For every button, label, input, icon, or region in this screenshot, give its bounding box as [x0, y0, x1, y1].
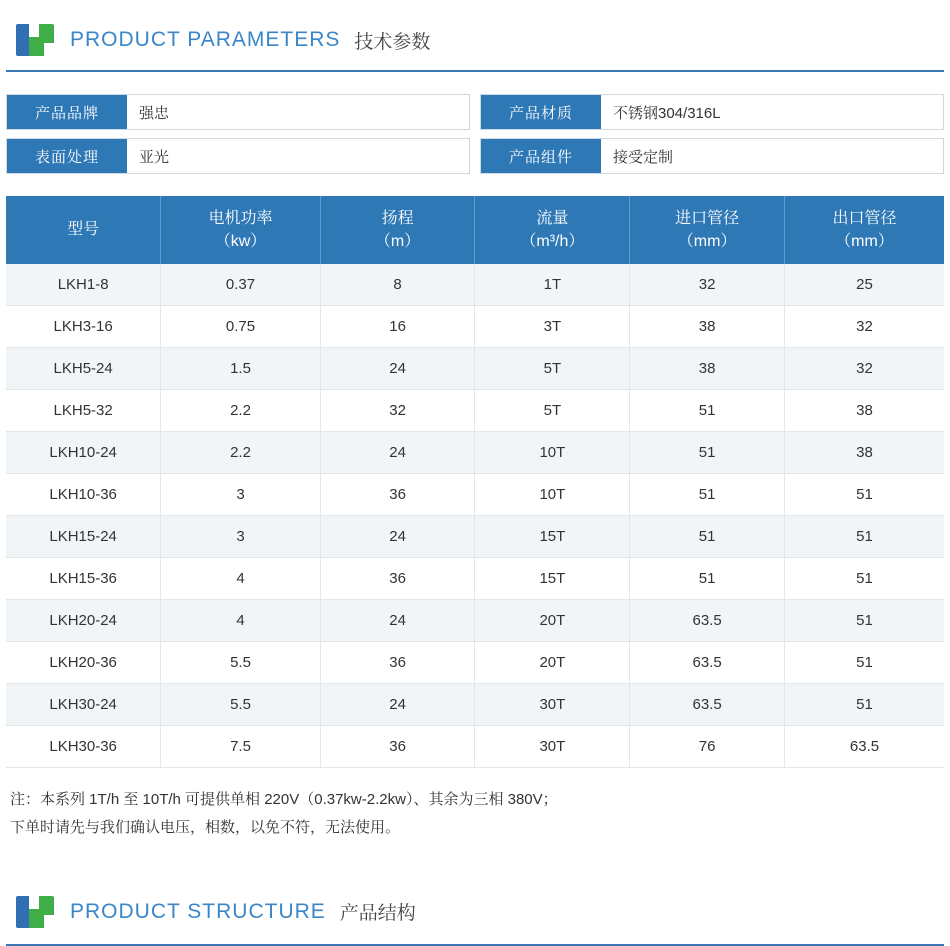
cell-model: LKH10-24: [6, 432, 161, 474]
header-line1: 进口管径: [675, 209, 740, 227]
spec-value: 不锈钢304/316L: [613, 104, 721, 122]
table-cell: 76: [630, 726, 785, 768]
section-title-en: PRODUCT PARAMETERS: [70, 28, 341, 51]
table-header-power: [161, 196, 320, 264]
table-row: [6, 432, 944, 474]
spec-value: 亚光: [139, 148, 170, 166]
table-cell: 1T: [475, 264, 630, 306]
table-cell: 24: [320, 516, 475, 558]
table-cell: 36: [320, 474, 475, 516]
table-cell: 36: [320, 726, 475, 768]
table-cell: 51: [785, 474, 944, 516]
cell-model: LKH1-8: [6, 264, 161, 306]
spec-label: 产品品牌: [7, 95, 127, 129]
spec-value: 强忠: [139, 104, 170, 122]
header-line1: 流量: [536, 209, 569, 227]
footer-title-en: PRODUCT STRUCTURE: [70, 899, 326, 923]
table-cell: 3T: [475, 306, 630, 348]
table-cell: 24: [320, 432, 475, 474]
table-cell: 51: [785, 684, 944, 726]
header-line2: （m³/h）: [520, 233, 585, 250]
table-row: [6, 558, 944, 600]
table-cell: 51: [785, 600, 944, 642]
table-cell: 30T: [475, 684, 630, 726]
header-line2: （kw）: [214, 233, 267, 250]
table-cell: 36: [320, 558, 475, 600]
note-line-2: 下单时请先与我们确认电压，相数，以免不符，无法使用。: [10, 818, 401, 836]
cell-model: LKH15-36: [6, 558, 161, 600]
table-header-outlet: [785, 196, 944, 264]
table-cell: 10T: [475, 432, 630, 474]
table-cell: 5.5: [161, 642, 320, 684]
spec-row: [6, 94, 944, 130]
table-cell: 51: [785, 642, 944, 684]
table-row: [6, 600, 944, 642]
table-row: [6, 348, 944, 390]
section-header-parameters: [6, 0, 944, 72]
footer-title-cn: 产品结构: [339, 903, 416, 924]
spec-row: [6, 138, 944, 174]
table-cell: 0.37: [161, 264, 320, 306]
cell-model: LKH30-36: [6, 726, 161, 768]
note-block: [10, 786, 940, 842]
brand-logo-icon: [16, 22, 56, 58]
table-cell: 51: [630, 390, 785, 432]
table-cell: 24: [320, 600, 475, 642]
table-cell: 32: [785, 306, 944, 348]
table-cell: 10T: [475, 474, 630, 516]
table-cell: 3: [161, 474, 320, 516]
table-cell: 5T: [475, 348, 630, 390]
table-cell: 7.5: [161, 726, 320, 768]
section-header-structure: [6, 884, 944, 946]
table-cell: 2.2: [161, 390, 320, 432]
table-cell: 51: [630, 474, 785, 516]
note-line-1: 注：本系列 1T/h 至 10T/h 可提供单相 220V（0.37kw-2.2kw）、其余为三相 380V；: [10, 791, 558, 808]
table-cell: 63.5: [630, 684, 785, 726]
cell-model: LKH15-24: [6, 516, 161, 558]
table-row: [6, 306, 944, 348]
table-cell: 32: [785, 348, 944, 390]
header-line1: 扬程: [381, 209, 414, 227]
table-header-head: [320, 196, 475, 264]
spec-value: 接受定制: [613, 148, 674, 166]
table-row: [6, 516, 944, 558]
table-cell: 38: [785, 432, 944, 474]
table-cell: 16: [320, 306, 475, 348]
header-line2: （mm）: [677, 233, 737, 250]
table-cell: 30T: [475, 726, 630, 768]
table-cell: 20T: [475, 642, 630, 684]
spec-grid: [6, 94, 944, 174]
table-cell: 38: [630, 348, 785, 390]
section-title-cn: 技术参数: [354, 31, 431, 53]
table-cell: 32: [320, 390, 475, 432]
cell-model: LKH5-32: [6, 390, 161, 432]
parameters-table: [6, 196, 944, 768]
table-cell: 15T: [475, 558, 630, 600]
table-header-model: [6, 196, 161, 264]
table-cell: 25: [785, 264, 944, 306]
table-cell: 32: [630, 264, 785, 306]
table-cell: 0.75: [161, 306, 320, 348]
table-cell: 4: [161, 600, 320, 642]
cell-model: LKH20-36: [6, 642, 161, 684]
table-cell: 1.5: [161, 348, 320, 390]
cell-model: LKH3-16: [6, 306, 161, 348]
table-row: [6, 726, 944, 768]
table-cell: 24: [320, 684, 475, 726]
table-header-row: [6, 196, 944, 264]
spec-label: 产品组件: [481, 139, 601, 173]
brand-logo-icon: [16, 894, 56, 930]
table-cell: 51: [630, 432, 785, 474]
cell-model: LKH20-24: [6, 600, 161, 642]
spec-label: 表面处理: [7, 139, 127, 173]
table-row: [6, 264, 944, 306]
cell-model: LKH5-24: [6, 348, 161, 390]
spec-cell-material: [480, 94, 944, 130]
table-cell: 2.2: [161, 432, 320, 474]
header-line1: 出口管径: [832, 209, 897, 227]
header-line1: 型号: [67, 221, 100, 239]
table-cell: 51: [785, 558, 944, 600]
spec-label: 产品材质: [481, 95, 601, 129]
table-cell: 51: [630, 516, 785, 558]
cell-model: LKH30-24: [6, 684, 161, 726]
table-row: [6, 474, 944, 516]
table-cell: 15T: [475, 516, 630, 558]
table-cell: 5.5: [161, 684, 320, 726]
header-line1: 电机功率: [208, 209, 273, 227]
table-cell: 51: [785, 516, 944, 558]
spec-cell-components: [480, 138, 944, 174]
table-cell: 36: [320, 642, 475, 684]
table-header-flow: [475, 196, 630, 264]
table-body: [6, 264, 944, 768]
table-cell: 51: [630, 558, 785, 600]
table-cell: 38: [785, 390, 944, 432]
table-cell: 63.5: [630, 642, 785, 684]
cell-model: LKH10-36: [6, 474, 161, 516]
table-cell: 24: [320, 348, 475, 390]
spec-cell-brand: [6, 94, 470, 130]
table-row: [6, 642, 944, 684]
table-row: [6, 684, 944, 726]
header-line2: （mm）: [835, 233, 894, 250]
table-cell: 38: [630, 306, 785, 348]
table-cell: 4: [161, 558, 320, 600]
table-cell: 20T: [475, 600, 630, 642]
table-cell: 8: [320, 264, 475, 306]
table-cell: 63.5: [785, 726, 944, 768]
table-header-inlet: [630, 196, 785, 264]
table-cell: 5T: [475, 390, 630, 432]
table-cell: 3: [161, 516, 320, 558]
table-cell: 63.5: [630, 600, 785, 642]
header-line2: （m）: [374, 233, 421, 250]
spec-cell-surface: [6, 138, 470, 174]
table-row: [6, 390, 944, 432]
